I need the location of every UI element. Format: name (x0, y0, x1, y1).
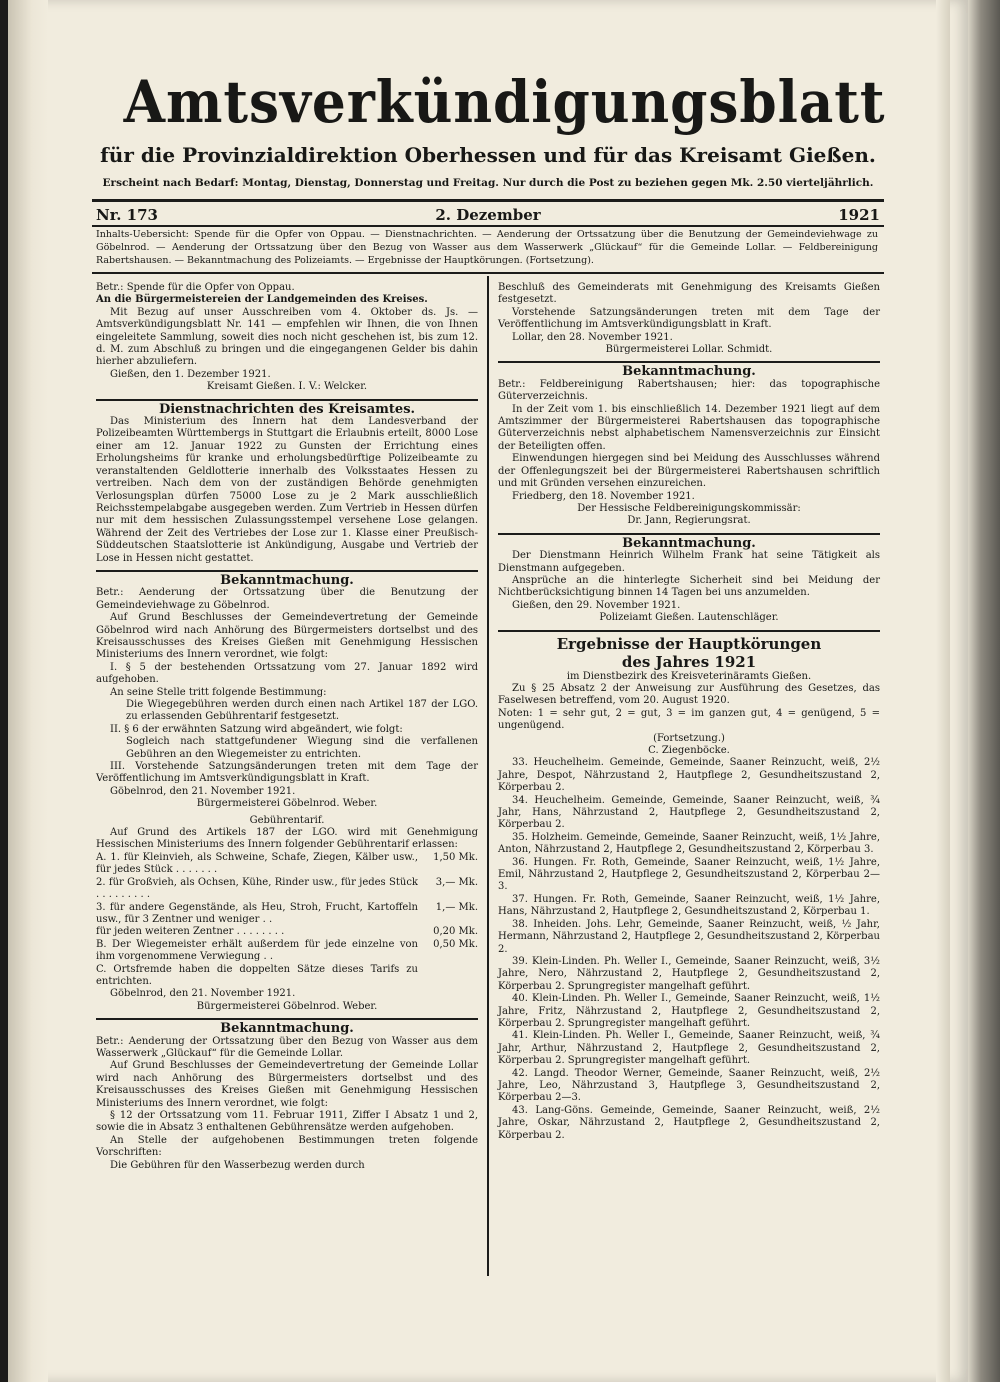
tarif-row-value: 0,50 Mk. (433, 938, 478, 950)
bek3-heading: Bekanntmachung. (622, 364, 756, 380)
issue-date: 2. Dezember (435, 206, 541, 224)
newspaper-sheet (92, 0, 884, 1382)
column-divider (487, 276, 489, 1276)
separator (498, 630, 880, 632)
bek2-heading: Bekanntmachung. (220, 1021, 354, 1037)
koer-fortsetzung: (Fortsetzung.) (653, 732, 725, 744)
koer-entry: 38. Inheiden. Johs. Lehr, Gemeinde, Saaner Reinzucht, weiß, ½ Jahr, Hermann, Nährzustand 2, Hautpflege 2, Gesundheitszustand 2, Körperbau 2. (498, 918, 880, 955)
separator (498, 361, 880, 363)
rule-top (92, 199, 884, 202)
masthead-subtitle: für die Provinzialdirektion Oberhessen und für das Kreisamt Gießen. (100, 143, 876, 167)
separator (96, 399, 478, 401)
bek2-p1: § 12 der Ortssatzung vom 11. Februar 1911, Ziffer I Absatz 1 und 2, sowie die in Absatz 3 enthaltenen Gebührensätze werden aufgehoben. (96, 1110, 478, 1134)
tarif-row (96, 902, 478, 927)
rule-contents (92, 272, 884, 274)
bek3-place: Friedberg, den 18. November 1921. (512, 490, 695, 502)
tarif-row (96, 964, 478, 989)
koer-entry: 37. Hungen. Fr. Roth, Gemeinde, Saaner Reinzucht, weiß, 1½ Jahre, Hans, Nährzustand 2, Hautpflege 2, Gesundheitszustand 2, Körperbau 1. (498, 893, 880, 918)
issue-number: Nr. 173 (96, 206, 158, 224)
tarif-row (96, 852, 478, 877)
dienst-body: Das Ministerium des Innern hat dem Landesverband der Polizeibeamten Württembergs in Stuttgart die Erlaubnis erteilt, 8000 Lose einer am 12. Januar 1922 zu Gunsten der Errichtung eines Erholungsheims für kranke und erholungsbedürftige Polizeibeamte zu veranstaltenden Geldlotterie innerhalb des Volksstaates Hessen zu vertreiben. Nach dem von der zuständigen Behörde genehmigten Verlosungsplan dürfen 75000 Lose zu je 2 Mark ausschließlich Reichsstempelabgabe ausgegeben werden. Zum Vertrieb in Hessen dürfen nur mit dem hessischen Zulassungsstempel versehene Lose gelangen. Während der Zeit des Vertriebes der Lose zur 1. Klasse einer Preußisch-Süddeutschen Staatslotterie ist Ankündigung, Ausgabe und Vertrieb der Lose in Hessen nicht gestattet. (96, 416, 478, 564)
koer-subheading: im Dienstbezirk des Kreisveterinäramts Gießen. (566, 670, 812, 682)
masthead-title: Amtsverkündigungsblatt (123, 68, 886, 136)
koer-heading-1: Ergebnisse der Hauptkörungen (556, 634, 822, 653)
bek1-p1b: An seine Stelle tritt folgende Bestimmung: (110, 686, 327, 698)
koer-heading-2: des Jahres 1921 (621, 652, 757, 671)
bek3-signature-title: Der Hessische Feldbereinigungskommissär: (577, 502, 801, 514)
contents-overview: Inhalts-Uebersicht: Spende für die Opfer von Oppau. — Dienstnachrichten. — Aenderung der Ortssatzung über die Benutzung der Gemeindeviehwage zu Göbelnrod. — Aenderung der Ortssatzung über den Bezug von Wasser aus dem Wasserwerk „Glückauf“ für die Gemeinde Lollar. — Feldbereinigung Rabertshausen. — Bekanntmachung des Polizeiamts. — Ergebnisse der Hauptkörungen. (Fortsetzung). (96, 229, 878, 266)
koer-noten: Noten: 1 = sehr gut, 2 = gut, 3 = im ganzen gut, 4 = genügend, 5 = ungenügend. (498, 707, 880, 732)
tarif-row-label: für jeden weiteren Zentner . . . . . . . . (96, 926, 285, 938)
koer-entry: 42. Langd. Theodor Werner, Gemeinde, Saaner Reinzucht, weiß, 2½ Jahre, Leo, Nährzustand 3, Hautpflege 3, Gesundheitszustand 2, Körperbau 2—3. (498, 1067, 880, 1104)
book-edge-right (968, 0, 1000, 1382)
koer-entry: 39. Klein-Linden. Ph. Weller I., Gemeinde, Saaner Reinzucht, weiß, 3½ Jahre, Nero, Nährzustand 2, Hautpflege 2, Gesundheitszustand 2, Körperbau 2. Sprungregister mangelhaft geführt. (498, 955, 880, 992)
spende-signature: Kreisamt Gießen. I. V.: Welcker. (206, 381, 368, 393)
page (8, 0, 968, 1382)
bek1-signature: Bürgermeisterei Göbelnrod. Weber. (196, 798, 378, 810)
bek4-body: Der Dienstmann Heinrich Wilhelm Frank hat seine Tätigkeit als Dienstmann aufgegeben. (498, 550, 880, 574)
bek1-p2b: Sogleich nach stattgefundener Wiegung sind die verfallenen Gebühren an den Wiegemeister zu entrichten. (126, 736, 478, 760)
cont-p2: Vorstehende Satzungsänderungen treten mit dem Tage der Veröffentlichung im Amtsverkündigungsblatt in Kraft. (498, 306, 880, 331)
tarif-intro: Auf Grund des Artikels 187 der LGO. wird mit Genehmigung Hessischen Ministeriums des Innern folgender Gebührentarif erlassen: (96, 827, 478, 851)
tarif-row (96, 939, 478, 964)
bek2-betr: Betr.: Aenderung der Ortssatzung über den Bezug von Wasser aus dem Wasserwerk „Glückauf“ für die Gemeinde Lollar. (96, 1035, 478, 1059)
spende-place: Gießen, den 1. Dezember 1921. (110, 368, 271, 380)
tarif-row-value: 3,— Mk. (435, 876, 478, 888)
tarif-row-label: 2. für Großvieh, als Ochsen, Kühe, Rinder usw., für jedes Stück . . . . . . . . . (96, 876, 418, 901)
dienst-heading: Dienstnachrichten des Kreisamtes. (158, 401, 416, 417)
tarif-row-label: B. Der Wiegemeister erhält außerdem für jede einzelne von ihm vorgenommene Verwiegung . . (96, 938, 418, 963)
tarif-row (96, 877, 478, 902)
koer-entry: 43. Lang-Göns. Gemeinde, Gemeinde, Saaner Reinzucht, weiß, 2½ Jahre, Oskar, Nährzustand 2, Hautpflege 2, Gesundheitszustand 2, Körperbau 2. (498, 1104, 880, 1141)
koer-entry: 34. Heuchelheim. Gemeinde, Gemeinde, Saaner Reinzucht, weiß, ¾ Jahr, Hans, Nährzustand 2, Hautpflege 2, Gesundheitszustand 2, Körperbau 2. (498, 794, 880, 831)
tarif-table (96, 852, 478, 988)
book-edge-left (0, 0, 8, 1382)
tarif-row-label: A. 1. für Kleinvieh, als Schweine, Schafe, Ziegen, Kälber usw., für jedes Stück . . . . . . . (96, 851, 418, 876)
bek3-signature-name: Dr. Jann, Regierungsrat. (627, 515, 751, 527)
bek4-heading: Bekanntmachung. (622, 535, 756, 551)
bek2-p3: Die Gebühren für den Wasserbezug werden durch (110, 1159, 365, 1171)
bek1-p1: I. § 5 der bestehenden Ortssatzung vom 27. Januar 1892 wird aufgehoben. (96, 661, 478, 686)
tarif-heading: Gebührentarif. (249, 814, 325, 826)
koer-intro: Zu § 25 Absatz 2 der Anweisung zur Ausführung des Gesetzes, das Faselwesen betreffend, vom 20. August 1920. (498, 682, 880, 707)
issue-year: 1921 (838, 206, 880, 224)
bek2-body: Auf Grund Beschlusses der Gemeindevertretung der Gemeinde Lollar wird nach Anhörung des Bürgermeisters dortselbst und des Kreisausschusses des Kreises Gießen mit Genehmigung Hessischen Ministeriums des Innern verordnet, wie folgt: (96, 1060, 478, 1109)
tarif-place: Göbelnrod, den 21. November 1921. (110, 988, 296, 1000)
cont-place: Lollar, den 28. November 1921. (512, 331, 673, 343)
koer-entry: 36. Hungen. Fr. Roth, Gemeinde, Saaner Reinzucht, weiß, 1½ Jahre, Emil, Nährzustand 2, Hautpflege 2, Gesundheitszustand 2, Körperbau 2—3. (498, 856, 880, 893)
left-column (96, 282, 478, 1172)
bek1-betr: Betr.: Aenderung der Ortssatzung über die Benutzung der Gemeindeviehwage zu Göbelnrod. (96, 587, 478, 611)
koer-entry: 35. Holzheim. Gemeinde, Gemeinde, Saaner Reinzucht, weiß, 1½ Jahre, Anton, Nährzustand 2, Hautpflege 2, Gesundheitszustand 2, Körperbau 3. (498, 831, 880, 856)
bek3-p2: Einwendungen hiergegen sind bei Meidung des Ausschlusses während der Offenlegungszeit bei der Bürgermeisterei Rabertshausen schriftlich und mit Gründen versehen einzureichen. (498, 453, 880, 490)
bek1-place: Göbelnrod, den 21. November 1921. (110, 785, 296, 797)
bek1-p3: III. Vorstehende Satzungsänderungen treten mit dem Tage der Veröffentlichung im Amtsverkündigungsblatt in Kraft. (96, 761, 478, 785)
tarif-row-label: 3. für andere Gegenstände, als Heu, Stroh, Frucht, Kartoffeln usw., für 3 Zentner und weniger . . (96, 901, 418, 925)
masthead-notice: Erscheint nach Bedarf: Montag, Dienstag, Donnerstag und Freitag. Nur durch die Post zu beziehen gegen Mk. 2.50 vierteljährlich. (102, 177, 874, 189)
spende-addressee: An die Bürgermeistereien der Landgemeinden des Kreises. (96, 294, 428, 306)
spende-body: Mit Bezug auf unser Ausschreiben vom 4. Oktober ds. Js. — Amtsverkündigungsblatt Nr. 141 — empfehlen wir Ihnen, die von Ihnen eingeleitete Sammlung, soweit dies noch nicht geschehen ist, bis zum 12. d. M. zum Abschluß zu bringen und die eingegangenen Gelder bis dahin hierher abzuliefern. (96, 306, 478, 368)
bek1-heading: Bekanntmachung. (220, 572, 354, 588)
bek4-p2: Ansprüche an die hinterlegte Sicherheit sind bei Meidung der Nichtberücksichtigung binnen 14 Tagen bei uns anzumelden. (498, 574, 880, 599)
koer-entry: 40. Klein-Linden. Ph. Weller I., Gemeinde, Saaner Reinzucht, weiß, 1½ Jahre, Fritz, Nährzustand 2, Hautpflege 2, Gesundheitszustand 2, Körperbau 2. Sprungregister mangelhaft geführt. (498, 993, 880, 1029)
bek1-p1c: Die Wiegegebühren werden durch einen nach Artikel 187 der LGO. zu erlassenden Gebührentarif festgesetzt. (126, 699, 478, 723)
tarif-row-label: C. Ortsfremde haben die doppelten Sätze dieses Tarifs zu entrichten. (96, 963, 418, 987)
bek1-p2: II. § 6 der erwähnten Satzung wird abgeändert, wie folgt: (110, 723, 403, 735)
tarif-row-value: 0,20 Mk. (433, 926, 478, 938)
rule-issue (92, 225, 884, 227)
page-gutter (8, 0, 48, 1382)
separator (96, 570, 478, 572)
cont-signature: Bürgermeisterei Lollar. Schmidt. (605, 344, 773, 356)
bek3-betr: Betr.: Feldbereinigung Rabertshausen; hier: das topographische Güterverzeichnis. (498, 378, 880, 403)
page-right-shadow (936, 0, 950, 1382)
separator (96, 1018, 478, 1020)
bek3-body: In der Zeit vom 1. bis einschließlich 14. Dezember 1921 liegt auf dem Amtszimmer der Bürgermeisterei Rabertshausen das topographische Güterverzeichnis nebst alphabetischem Namensverzeichnis zur Einsicht der Beteiligten offen. (498, 403, 880, 452)
koer-entry: 41. Klein-Linden. Ph. Weller I., Gemeinde, Saaner Reinzucht, weiß, ¾ Jahr, Arthur, Nährzustand 2, Hautpflege 2, Gesundheitszustand 2, Körperbau 2. Sprungregister mangelhaft geführt. (498, 1030, 880, 1067)
koer-entry: 33. Heuchelheim. Gemeinde, Gemeinde, Saaner Reinzucht, weiß, 2½ Jahre, Despot, Nährzustand 2, Hautpflege 2, Gesundheitszustand 2, Körperbau 2. (498, 757, 880, 794)
tarif-signature: Bürgermeisterei Göbelnrod. Weber. (196, 1000, 378, 1012)
bek4-place: Gießen, den 29. November 1921. (512, 599, 681, 611)
tarif-row-value (418, 964, 478, 989)
spende-betr: Betr.: Spende für die Opfer von Oppau. (96, 282, 295, 293)
bek2-p2: An Stelle der aufgehobenen Bestimmungen treten folgende Vorschriften: (96, 1134, 478, 1159)
tarif-row-value: 1,— Mk. (435, 901, 478, 913)
bek4-signature: Polizeiamt Gießen. Lautenschläger. (599, 612, 779, 624)
tarif-row (96, 926, 478, 938)
right-column (498, 282, 880, 1142)
tarif-row-value: 1,50 Mk. (433, 851, 478, 863)
koer-section: C. Ziegenböcke. (648, 745, 730, 756)
separator (498, 533, 880, 535)
bek1-body: Auf Grund Beschlusses der Gemeindevertretung der Gemeinde Göbelnrod wird nach Anhörung des Bürgermeisters dortselbst und des Kreisausschusses des Kreises Gießen mit Genehmigung Hessischen Ministeriums des Innern verordnet, wie folgt: (96, 612, 478, 661)
cont-p1: Beschluß des Gemeinderats mit Genehmigung des Kreisamts Gießen festgesetzt. (498, 282, 880, 306)
